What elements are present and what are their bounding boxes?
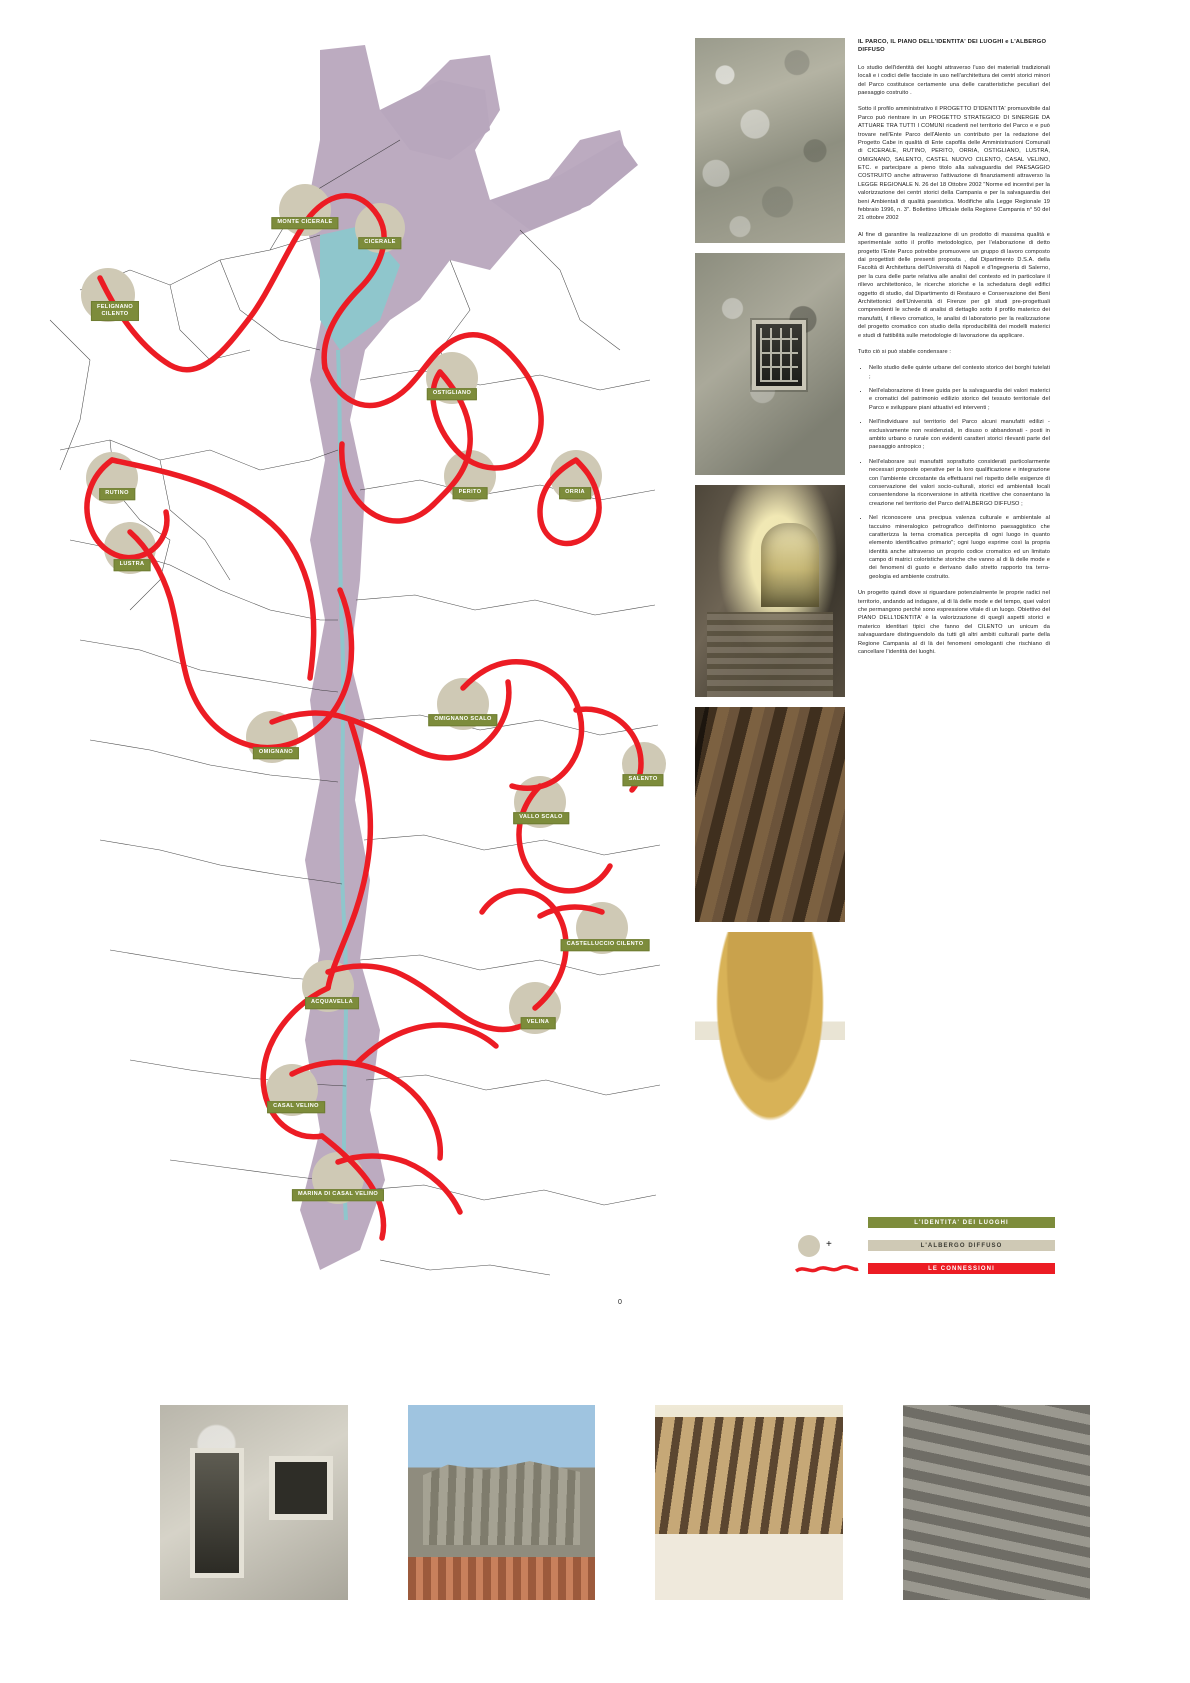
list-item: • Nell'individuare sul territorio del Parco alcuni manufatti edilizi - esclusivamente non residenziali, in disuso o abbandonati - posti in ambito urbano o rurale con evidenti caratteri storici rilevanti parte del paesaggio antropico ; — [869, 418, 1050, 452]
map-label-marina-di-casal-velino[interactable]: MARINA DI CASAL VELINO — [292, 1189, 384, 1201]
legend-key-node — [790, 1215, 868, 1230]
map-label-cicerale[interactable]: CICERALE — [358, 237, 401, 249]
list-item: • Nel riconoscere una precipua valenza culturale e ambientale al taccuino mineralogico petrografico dell'intorno paesaggistico che caratterizza la terna cromatica percepita di ogni luogo in quanto elemento identificativo primario"; ogni luogo esprime così la propria identità anche attraverso un proprio codice cromatico ed un limitato campo di matrici coloristiche storiche che vanno al di là delle mode e dei fenomeni di gusto e derivano dallo stretto rapporto tra terra-geologia ed ambiente costruito. — [869, 514, 1050, 581]
paragraph-3: Al fine di garantire la realizzazione di un prodotto di massima qualità e sperimentale sotto il profilo metodologico, per l'elaborazione di detto progetto l'Ente Parco potrebbe promuovere un gruppo di lavoro composto dai progettisti delle presenti proposta , dal Dipartimento D.S.A. della Facoltà di Architettura dell'Università di Napoli e d'Ingegneria di Salerno, per la cura delle parte relativa alle analisi del contesto ed in particolare il rilievo architettonico, le ricerche storiche e la schedatura degli edifici oggetto di studio, dal Dipartimento di Restauro e Conservazione dei Beni Architettonici dell'Università di Firenze per gli studi pre-progettuali comprendenti le schede di analisi di dettaglio sotto il profilo materico dei manufatti, il rilievo cromatico, le analisi di laboratorio per la realizzazione del progetto cromatico con studio della riproducibilità dei modelli materici e studi di fattibilità sulle metodologie di lavorazione da applicare. — [858, 231, 1050, 339]
roof-tiles — [408, 1557, 596, 1600]
timber-rafters-ceiling-photo — [655, 1405, 843, 1600]
paragraph-2: Sotto il profilo amministrativo il PROGETTO D'IDENTITA' promuovibile dal Parco può rientrare in un PROGETTO STRATEGICO DI SINERGIE DA ATTUARE TRA TUTTI I COMUNI ricadenti nel territorio del Parco e e può trovare nell'Ente Parco dell'Alento un contributo per la redazione del Progetto Cabe in qualità di Ente capofila delle Amministrazioni Comunali di CICERALE, RUTINO, PERITO, ORRIA, OSTIGLIANO, LUSTRA, OMIGNANO, SALENTO, CASTEL NUOVO CILENTO, CASAL VELINO, ETC. e partecipare a pieno titolo alla salvaguardia del PAESAGGIO COSTRUITO anche attraverso l'attivazione di finanziamenti attraverso la LEGGE REGIONALE N. 26 del 18 Ottobre 2002 "Norme ed incentivi per la valorizzazione dei centri storici della Campania e per la salvaguardia dei beni Ambientali di qualità paesistica. Modifiche alla Legge Regionale 19 febbraio 1996, n. 3". Bollettino Ufficiale della Regione Campania n° 50 del 21 ottobre 2002 — [858, 106, 1050, 222]
map-label-lustra[interactable]: LUSTRA — [114, 559, 151, 571]
ruined-wall — [423, 1456, 581, 1546]
map-label-acquavella[interactable]: ACQUAVELLA — [305, 997, 359, 1009]
list-item: • Nello studio delle quinte urbane del contesto storico dei borghi tutelati ; — [869, 364, 1050, 381]
legend-key-route — [790, 1261, 868, 1276]
map-label-felignano-cilento[interactable]: FELIGNANO CILENTO — [91, 301, 139, 321]
decorated-majolica-roof-photo — [695, 932, 845, 1167]
map-label-castelluccio-cilento[interactable]: CASTELLUCCIO CILENTO — [561, 939, 650, 951]
map-label-vallo-scalo[interactable]: VALLO SCALO — [513, 812, 569, 824]
stone-corner-wall-photo — [695, 38, 845, 243]
legend-label-connessioni: LE CONNESSIONI — [868, 1263, 1055, 1274]
objectives-list — [858, 364, 1050, 581]
window-bars — [760, 328, 798, 382]
corrugated-roof-tiles-photo — [903, 1405, 1091, 1600]
list-item: • Nell'elaborazione di linee guida per la salvaguardia dei valori materici e cromatici del patrimonio edilizio storico del tessuto territoriale del Parco e sviluppare piani attuativi ed interventi ; — [869, 387, 1050, 412]
plastered-facade-door-window-photo — [160, 1405, 348, 1600]
map-label-omignano-scalo[interactable]: OMIGNANO SCALO — [428, 714, 497, 726]
legend-label-identita: L'IDENTITA' DEI LUOGHI — [868, 1217, 1055, 1228]
rafter-texture — [655, 1417, 843, 1534]
map-label-ostigliano[interactable]: OSTIGLIANO — [427, 388, 477, 400]
legend-row-albergo — [790, 1238, 1055, 1253]
map-label-velina[interactable]: VELINA — [521, 1017, 556, 1029]
map-legend — [790, 1215, 1055, 1284]
arched-opening — [761, 523, 819, 607]
map-graphic — [20, 20, 670, 1306]
list-item: • Nell'elaborare sui manufatti soprattutto considerati particolarmente necessari proposte operative per la loro qualificazione e integrazione con l'ambiente circostante da effettuarsi nel rispetto delle esigenze di conservazione dei valori socio-culturali, storici ed ambientali locali consentendone la riconversione in attività ricettive che consentano la creazione nel territorio del Parco dell'ALBERGO DIFFUSO ; — [869, 458, 1050, 508]
window-frame — [752, 320, 806, 390]
red-route-icon — [794, 1263, 860, 1275]
majolica-texture — [695, 932, 845, 1167]
node-dot-icon — [798, 1235, 820, 1257]
paragraph-4: Tutto ciò si può stabile condensare : — [858, 348, 952, 355]
stone-stairway-interior-photo — [695, 485, 845, 697]
paragraph-1: Lo studio dell'identità dei luoghi attraverso l'uso dei materiali tradizionali locali e i codici delle facciate in uso nell'architettura dei centri storici minori del Parco costituisce certamente una delle caratteristiche peculiari del paesaggio costruito . — [858, 64, 1050, 96]
cilento-territory-map[interactable] — [20, 20, 670, 1306]
photo-column — [695, 38, 845, 1177]
article-text-column — [858, 38, 1050, 664]
map-label-omignano[interactable]: OMIGNANO — [253, 747, 299, 759]
legend-key-node-plus — [790, 1238, 868, 1253]
map-label-perito[interactable]: PERITO — [453, 487, 488, 499]
svg-text:0: 0 — [618, 1299, 622, 1306]
map-label-rutino[interactable]: RUTINO — [99, 488, 135, 500]
map-label-salento[interactable]: SALENTO — [622, 774, 663, 786]
legend-label-albergo: L'ALBERGO DIFFUSO — [868, 1240, 1055, 1251]
stone-texture — [695, 38, 845, 243]
map-label-monte-cicerale[interactable]: MONTE CICERALE — [271, 217, 338, 229]
doorway — [190, 1448, 244, 1578]
legend-row-identita — [790, 1215, 1055, 1230]
barred-window-photo — [695, 253, 845, 475]
stone-steps — [707, 612, 833, 697]
plus-icon: + — [826, 1239, 832, 1250]
legend-row-connessioni — [790, 1261, 1055, 1276]
stone-ruin-roof-photo — [408, 1405, 596, 1600]
map-label-casal-velino[interactable]: CASAL VELINO — [267, 1101, 325, 1113]
beam-texture — [695, 707, 845, 922]
window-opening — [269, 1456, 333, 1520]
paragraph-5: Un progetto quindi dove si riguardare potenzialmente le proprie radici nel territorio, andando ad indagare, al di là delle mode e del tempo, quei valori che permangono perché sono espressione vitale di un luogo. Obiettivo del PIANO DELL'IDENTITA' è la valorizzazione di quegli aspetti storici e materico identitari tipici che fanno del CILENTO un unicum da salvaguardare distinguendolo da tutti gli altri ambiti culturali parte della Regione Campania al di là dei fenomeni omologanti che rischiano di cancellare l'identità dei luoghi. — [858, 590, 1050, 655]
wooden-beam-ceiling-photo — [695, 707, 845, 922]
plaster-wall — [655, 1534, 843, 1600]
bottom-photo-strip — [160, 1405, 1090, 1600]
map-label-orria[interactable]: ORRIA — [559, 487, 591, 499]
page-title: IL PARCO, IL PIANO DELL'IDENTITA' DEI LUOGHI e L'ALBERGO DIFFUSO — [858, 39, 1047, 54]
